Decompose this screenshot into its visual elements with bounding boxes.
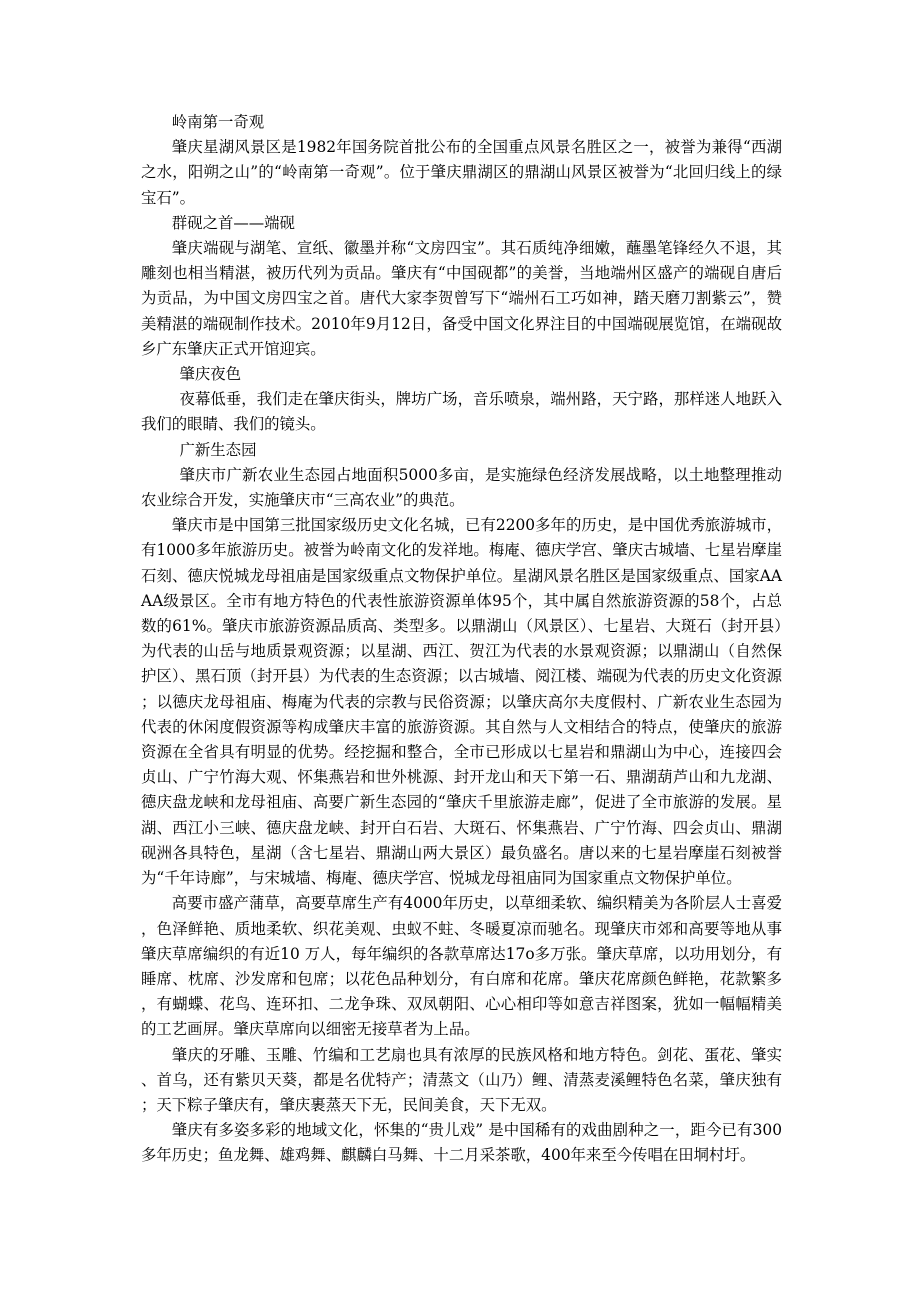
section-heading: 群砚之首——端砚 <box>171 213 295 232</box>
paragraph: 高要市盛产蒲草，高要草席生产有4000年历史，以草细柔软、编织精美为各阶层人士喜爱，色泽鲜艳、质地柔软、织花美观、虫蚁不蛀、冬暖夏凉而驰名。现肇庆市郊和高要等地从事肇庆草席编织的有近10 万人，每年编织的各款草席达17o多万张。肇庆草席，以功用划分，有睡席、枕席、沙发席和包席；以花色品种划分，有白席和花席。肇庆花席颜色鲜艳，花款繁多，有蝴蝶、花鸟、连环扣、二龙争珠、双凤朝阳、心心相印等如意吉祥图案，犹如一幅幅精美的工艺画屏。肇庆草席向以细密无接草者为上品。 <box>141 894 782 1039</box>
paragraph: 肇庆端砚与湖笔、宣纸、徽墨并称“文房四宝”。其石质纯净细嫩，蘸墨笔锋经久不退，其雕刻也相当精湛，被历代列为贡品。肇庆有“中国砚都”的美誉，当地端州区盛产的端砚自唐后为贡品，为中国文房四宝之首。唐代大家李贺曾写下“端州石工巧如神，踏天磨刀割紫云”，赞美精湛的端砚制作技术。2010年9月12日，备受中国文化界注目的中国端砚展览馆，在端砚故乡广东肇庆正式开馆迎宾。 <box>141 239 782 358</box>
paragraph: 肇庆市广新农业生态园占地面积5000多亩，是实施绿色经济发展战略，以土地整理推动农业综合开发，实施肇庆市“三高农业”的典范。 <box>141 465 782 510</box>
section-heading: 岭南第一奇观 <box>171 113 265 131</box>
paragraph: 肇庆的牙雕、玉雕、竹编和工艺扇也具有浓厚的民族风格和地方特色。剑花、蛋花、肇实、首乌，还有紫贝天葵，都是名优特产；清蒸文（山乃）鲤、清蒸麦溪鲤特色名菜，肇庆独有；天下粽子肇庆有，肇庆裹蒸天下无，民间美食，天下无双。 <box>141 1045 782 1114</box>
paragraph: 夜幕低垂，我们走在肇庆街头，牌坊广场，音乐喷泉，端州路，天宁路，那样迷人地跃入我们的眼睛、我们的镜头。 <box>141 390 782 434</box>
section-heading: 广新生态园 <box>179 440 257 459</box>
paragraph: 肇庆有多姿多彩的地域文化，怀集的“贵儿戏” 是中国稀有的戏曲剧种之一，距今已有300多年历史；鱼龙舞、雄鸡舞、麒麟白马舞、十二月采茶歌，400年来至今传唱在田垌村圩。 <box>141 1121 782 1165</box>
paragraph: 肇庆市是中国第三批国家级历史文化名城，已有2200多年的历史，是中国优秀旅游城市，有1000多年旅游历史。被誉为岭南文化的发祥地。梅庵、德庆学宫、肇庆古城墙、七星岩摩崖石刻、德庆悦城龙母祖庙是国家级重点文物保护单位。星湖风景名胜区是国家级重点、国家AAAA级景区。全市有地方特色的代表性旅游资源单体95个，其中属自然旅游资源的58个，占总数的61%。肇庆市旅游资源品质高、类型多。以鼎湖山（风景区）、七星岩、大斑石（封开县）为代表的山岳与地质景观资源；以星湖、西江、贺江为代表的水景观资源；以鼎湖山（自然保护区）、黑石顶（封开县）为代表的生态资源；以古城墙、阅江楼、端砚为代表的历史文化资源；以德庆龙母祖庙、梅庵为代表的宗教与民俗资源；以肇庆高尔夫度假村、广新农业生态园为代表的休闲度假资源等构成肇庆丰富的旅游资源。其自然与人文相结合的特点，使肇庆的旅游资源在全省具有明显的优势。经挖掘和整合，全市已形成以七星岩和鼎湖山为中心，连接四会贞山、广宁竹海大观、怀集燕岩和世外桃源、封开龙山和天下第一石、鼎湖葫芦山和九龙湖、德庆盘龙峡和龙母祖庙、高要广新生态园的“肇庆千里旅游走廊”，促进了全市旅游的发展。星湖、西江小三峡、德庆盘龙峡、封开白石岩、大斑石、怀集燕岩、广宁竹海、四会贞山、鼎湖砚洲各具特色，星湖（含七星岩、鼎湖山两大景区）最负盛名。唐以来的七星岩摩崖石刻被誉为“千年诗廊”，与宋城墙、梅庵、德庆学宫、悦城龙母祖庙同为国家重点文物保护单位。 <box>141 516 782 888</box>
paragraph: 肇庆星湖风景区是1982年国务院首批公布的全国重点风景名胜区之一，被誉为兼得“西湖之水，阳朔之山”的“岭南第一奇观”。位于肇庆鼎湖区的鼎湖山风景区被誉为“北回归线上的绿宝石”。 <box>141 138 782 207</box>
section-heading: 肇庆夜色 <box>179 365 242 384</box>
document-page <box>141 110 782 1169</box>
